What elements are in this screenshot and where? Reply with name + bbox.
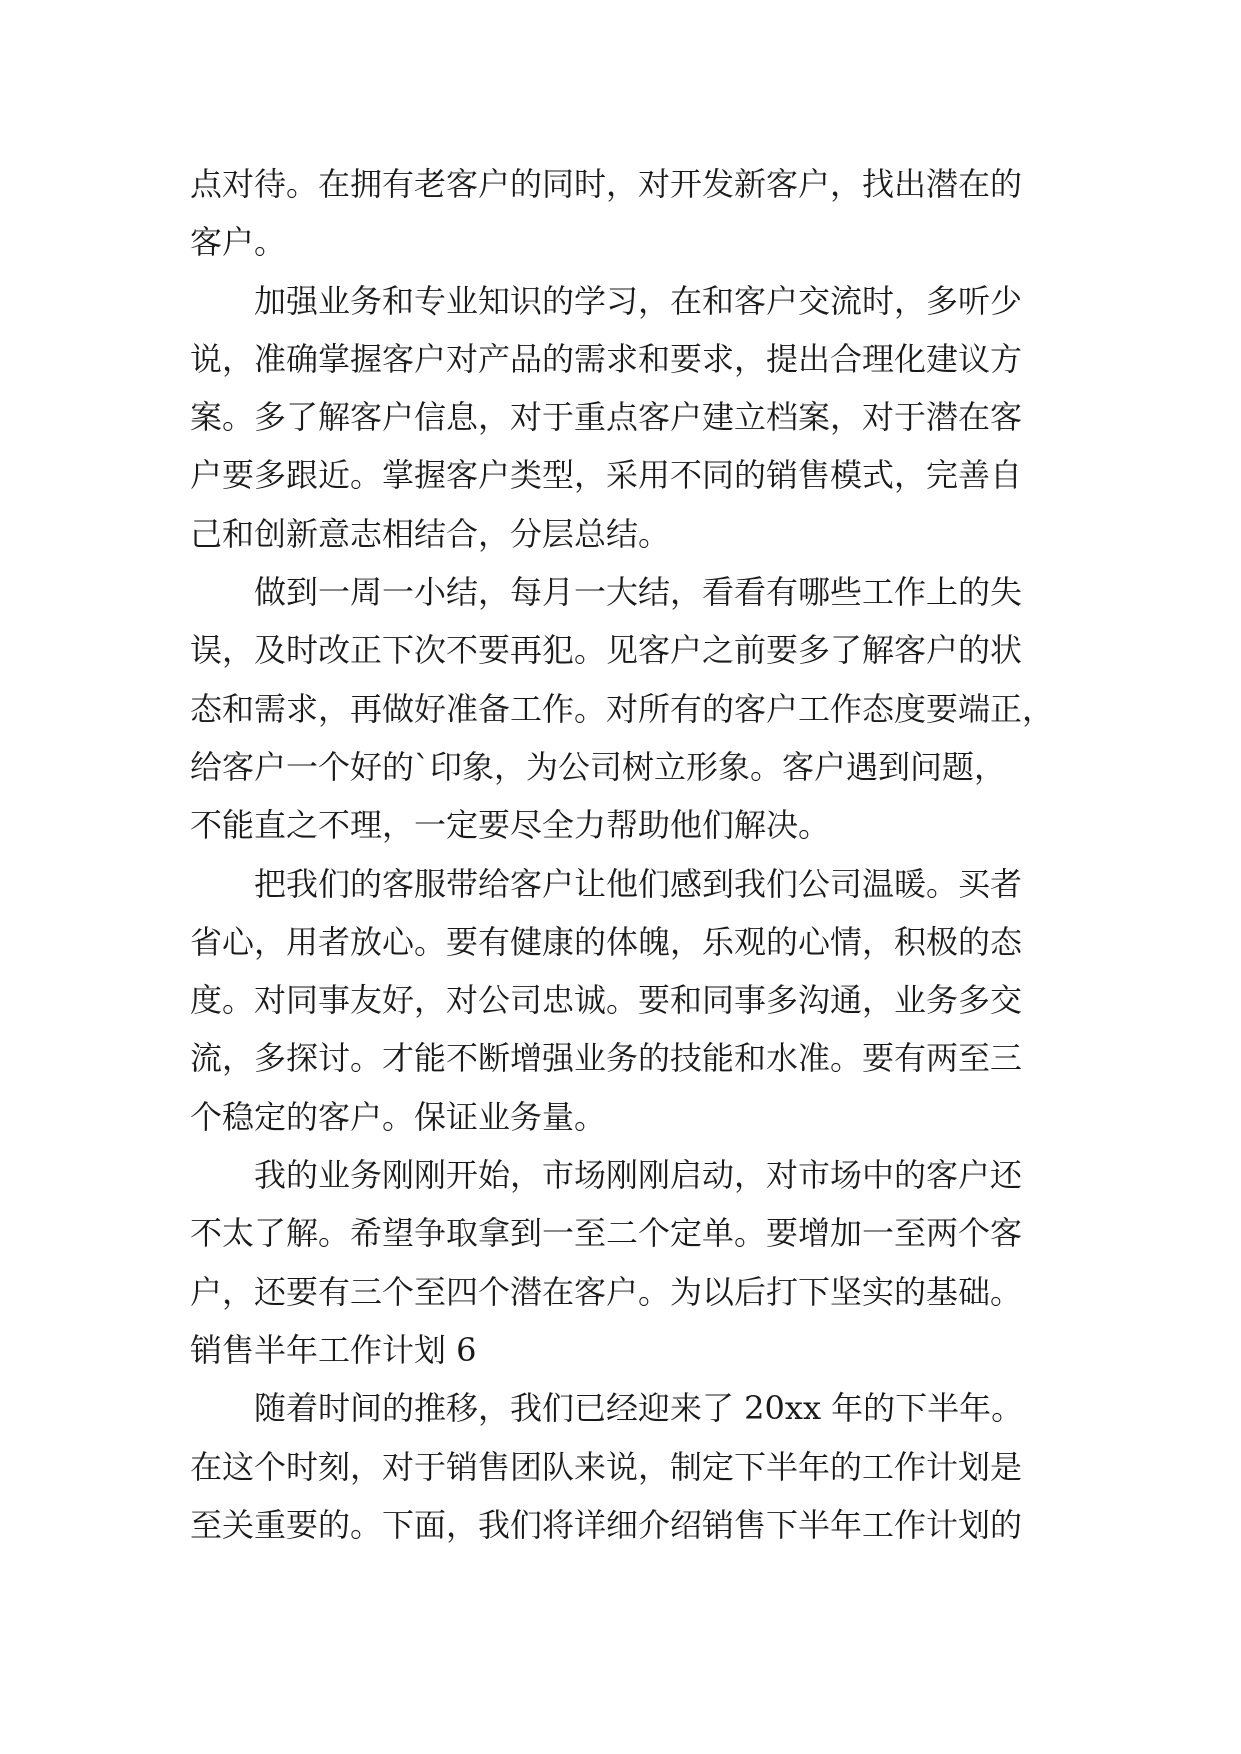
text-line: 给客户一个好的`印象，为公司树立形象。客户遇到问题， (190, 747, 1007, 786)
text-line: 销售半年工作计划 6 (190, 1330, 477, 1369)
text-line: 省心，用者放心。要有健康的体魄，乐观的心情，积极的态 (190, 922, 1023, 961)
text-line: 在这个时刻，对于销售团队来说，制定下半年的工作计划是 (190, 1447, 1023, 1486)
text-line: 加强业务和专业知识的学习，在和客户交流时，多听少 (254, 281, 1023, 320)
text-line: 户，还要有三个至四个潜在客户。为以后打下坚实的基础。 (190, 1272, 1023, 1311)
text-line: 度。对同事友好，对公司忠诚。要和同事多沟通，业务多交 (190, 981, 1023, 1020)
text-line: 做到一周一小结，每月一大结，看看有哪些工作上的失 (254, 573, 1023, 612)
text-line: 点对待。在拥有老客户的同时，对开发新客户，找出潜在的 (190, 165, 1023, 203)
text-line: 把我们的客服带给客户让他们感到我们公司温暖。买者 (254, 864, 1023, 903)
text-line: 误，及时改正下次不要再犯。见客户之前要多了解客户的状 (190, 631, 1023, 670)
text-line: 不能直之不理，一定要尽全力帮助他们解决。 (190, 806, 831, 845)
text-line: 案。多了解客户信息，对于重点客户建立档案，对于潜在客 (190, 398, 1023, 437)
document-body (190, 155, 1055, 1554)
text-line: 至关重要的。下面，我们将详细介绍销售下半年工作计划的 (190, 1505, 1023, 1544)
text-line: 随着时间的推移，我们已经迎来了 20xx 年的下半年。 (254, 1389, 1024, 1428)
text-line: 态和需求，再做好准备工作。对所有的客户工作态度要端正， (190, 689, 1055, 728)
text-line: 流，多探讨。才能不断增强业务的技能和水准。要有两至三 (190, 1039, 1023, 1078)
text-line: 户要多跟近。掌握客户类型，采用不同的销售模式，完善自 (190, 456, 1023, 495)
text-line: 个稳定的客户。保证业务量。 (190, 1097, 607, 1136)
text-line: 客户。 (190, 223, 287, 262)
text-line: 我的业务刚刚开始，市场刚刚启动，对市场中的客户还 (254, 1156, 1023, 1195)
text-line: 己和创新意志相结合，分层总结。 (190, 514, 671, 553)
text-line: 不太了解。希望争取拿到一至二个定单。要增加一至两个客 (190, 1214, 1023, 1253)
text-line: 说，准确掌握客户对产品的需求和要求，提出合理化建议方 (190, 339, 1023, 378)
